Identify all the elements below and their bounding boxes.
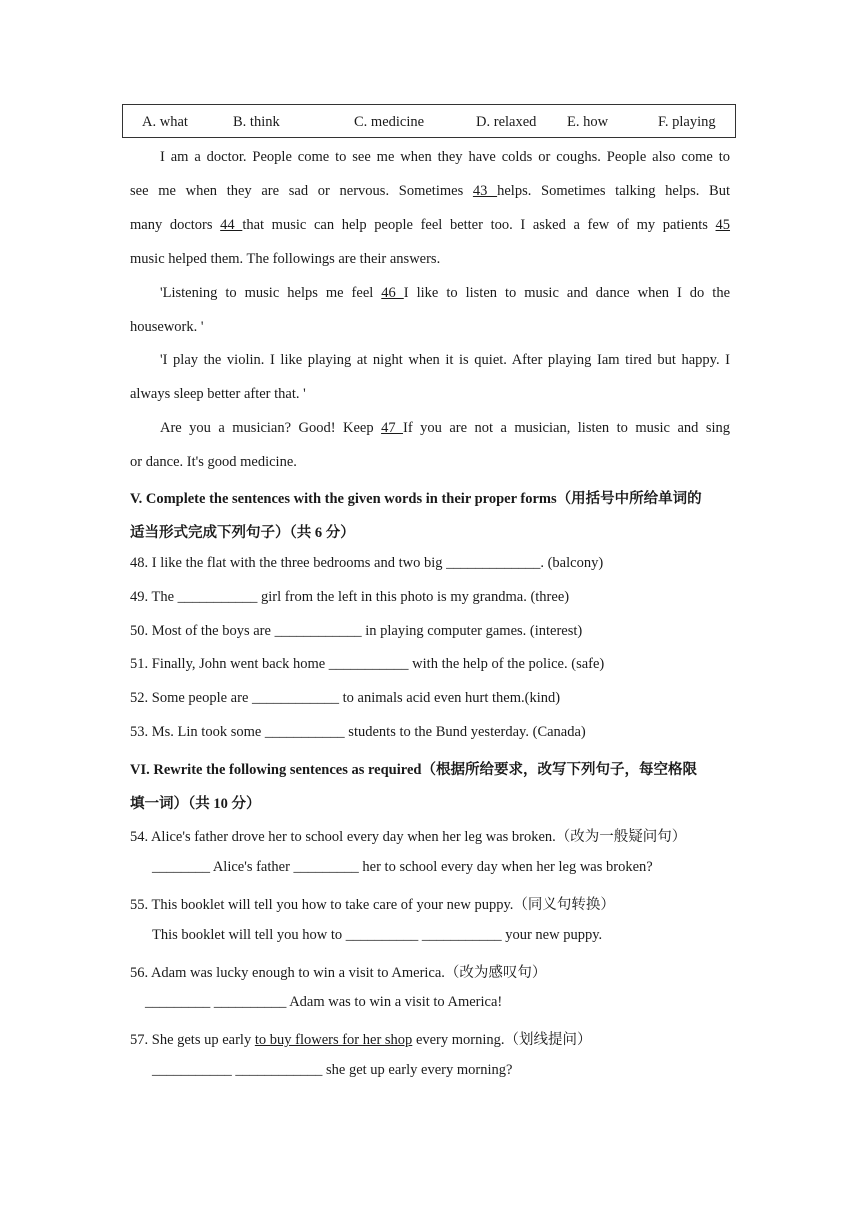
option-c: C. medicine [354,114,425,130]
passage-line: 'Listening to music helps me feel 46 I like to listen to music and dance when I do the [160,285,731,301]
blank-47[interactable]: 47 [381,420,404,436]
question-48: 48. I like the flat with the three bedrooms and two big _____________. (balcony) [130,555,604,571]
section-6-title: VI. Rewrite the following sentences as required（根据所给要求，改写下列句子，每空格限 [130,762,697,778]
answer-54[interactable]: ________ Alice's father _________ her to school every day when her leg was broken? [152,859,653,875]
option-a: A. what [142,114,188,130]
question-49: 49. The ___________ girl from the left in this photo is my grandma. (three) [130,589,570,605]
blank-44[interactable]: 44 [220,217,243,233]
passage-line: I am a doctor. People come to see me when they have colds or coughs. People also come to [160,149,730,165]
passage-line: housework. ' [130,319,204,335]
question-52: 52. Some people are ____________ to animals acid even hurt them.(kind) [130,690,561,706]
passage-line: music helped them. The followings are their answers. [130,251,441,267]
section-5-title-cont: 适当形式完成下列句子）（共 6 分） [130,525,355,541]
word-box [122,104,736,138]
passage-line: or dance. It's good medicine. [130,454,297,470]
underlined-phrase: to buy flowers for her shop [254,1032,413,1048]
option-b: B. think [233,114,280,130]
blank-45[interactable]: 45 [715,217,731,233]
passage-line: always sleep better after that. ' [130,386,306,402]
question-53: 53. Ms. Lin took some ___________ students to the Bund yesterday. (Canada) [130,724,586,740]
passage-line: many doctors 44 that music can help people feel better too. I asked a few of my patients 45 [130,217,731,233]
passage-line: see me when they are sad or nervous. Sometimes 43 helps. Sometimes talking helps. But [130,183,731,199]
answer-56[interactable]: _________ __________ Adam was to win a visit to America! [145,994,503,1010]
blank-43[interactable]: 43 [472,183,498,199]
answer-57[interactable]: ___________ ____________ she get up early every morning? [152,1062,513,1078]
question-55: 55. This booklet will tell you how to take care of your new puppy.（同义句转换） [130,897,615,913]
option-e: E. how [567,114,609,130]
answer-55[interactable]: This booklet will tell you how to __________ ___________ your new puppy. [152,927,603,943]
blank-46[interactable]: 46 [381,285,404,301]
section-6-title-cont: 填一词）（共 10 分） [130,796,261,812]
question-51: 51. Finally, John went back home ___________ with the help of the police. (safe) [130,656,605,672]
option-f: F. playing [658,114,716,130]
passage-line: Are you a musician? Good! Keep 47 If you are not a musician, listen to music and sing [160,420,731,436]
option-d: D. relaxed [476,114,537,130]
section-5-title: V. Complete the sentences with the given words in their proper forms（用括号中所给单词的 [130,491,702,507]
passage-line: 'I play the violin. I like playing at night when it is quiet. After playing Iam tired but happy. I [160,352,730,368]
question-56: 56. Adam was lucky enough to win a visit to America.（改为感叹句） [130,965,547,981]
question-57: 57. She gets up early to buy flowers for her shop every morning.（划线提问） [130,1032,592,1048]
question-50: 50. Most of the boys are ____________ in playing computer games. (interest) [130,623,583,639]
question-54: 54. Alice's father drove her to school every day when her leg was broken.（改为一般疑问句） [130,829,687,845]
